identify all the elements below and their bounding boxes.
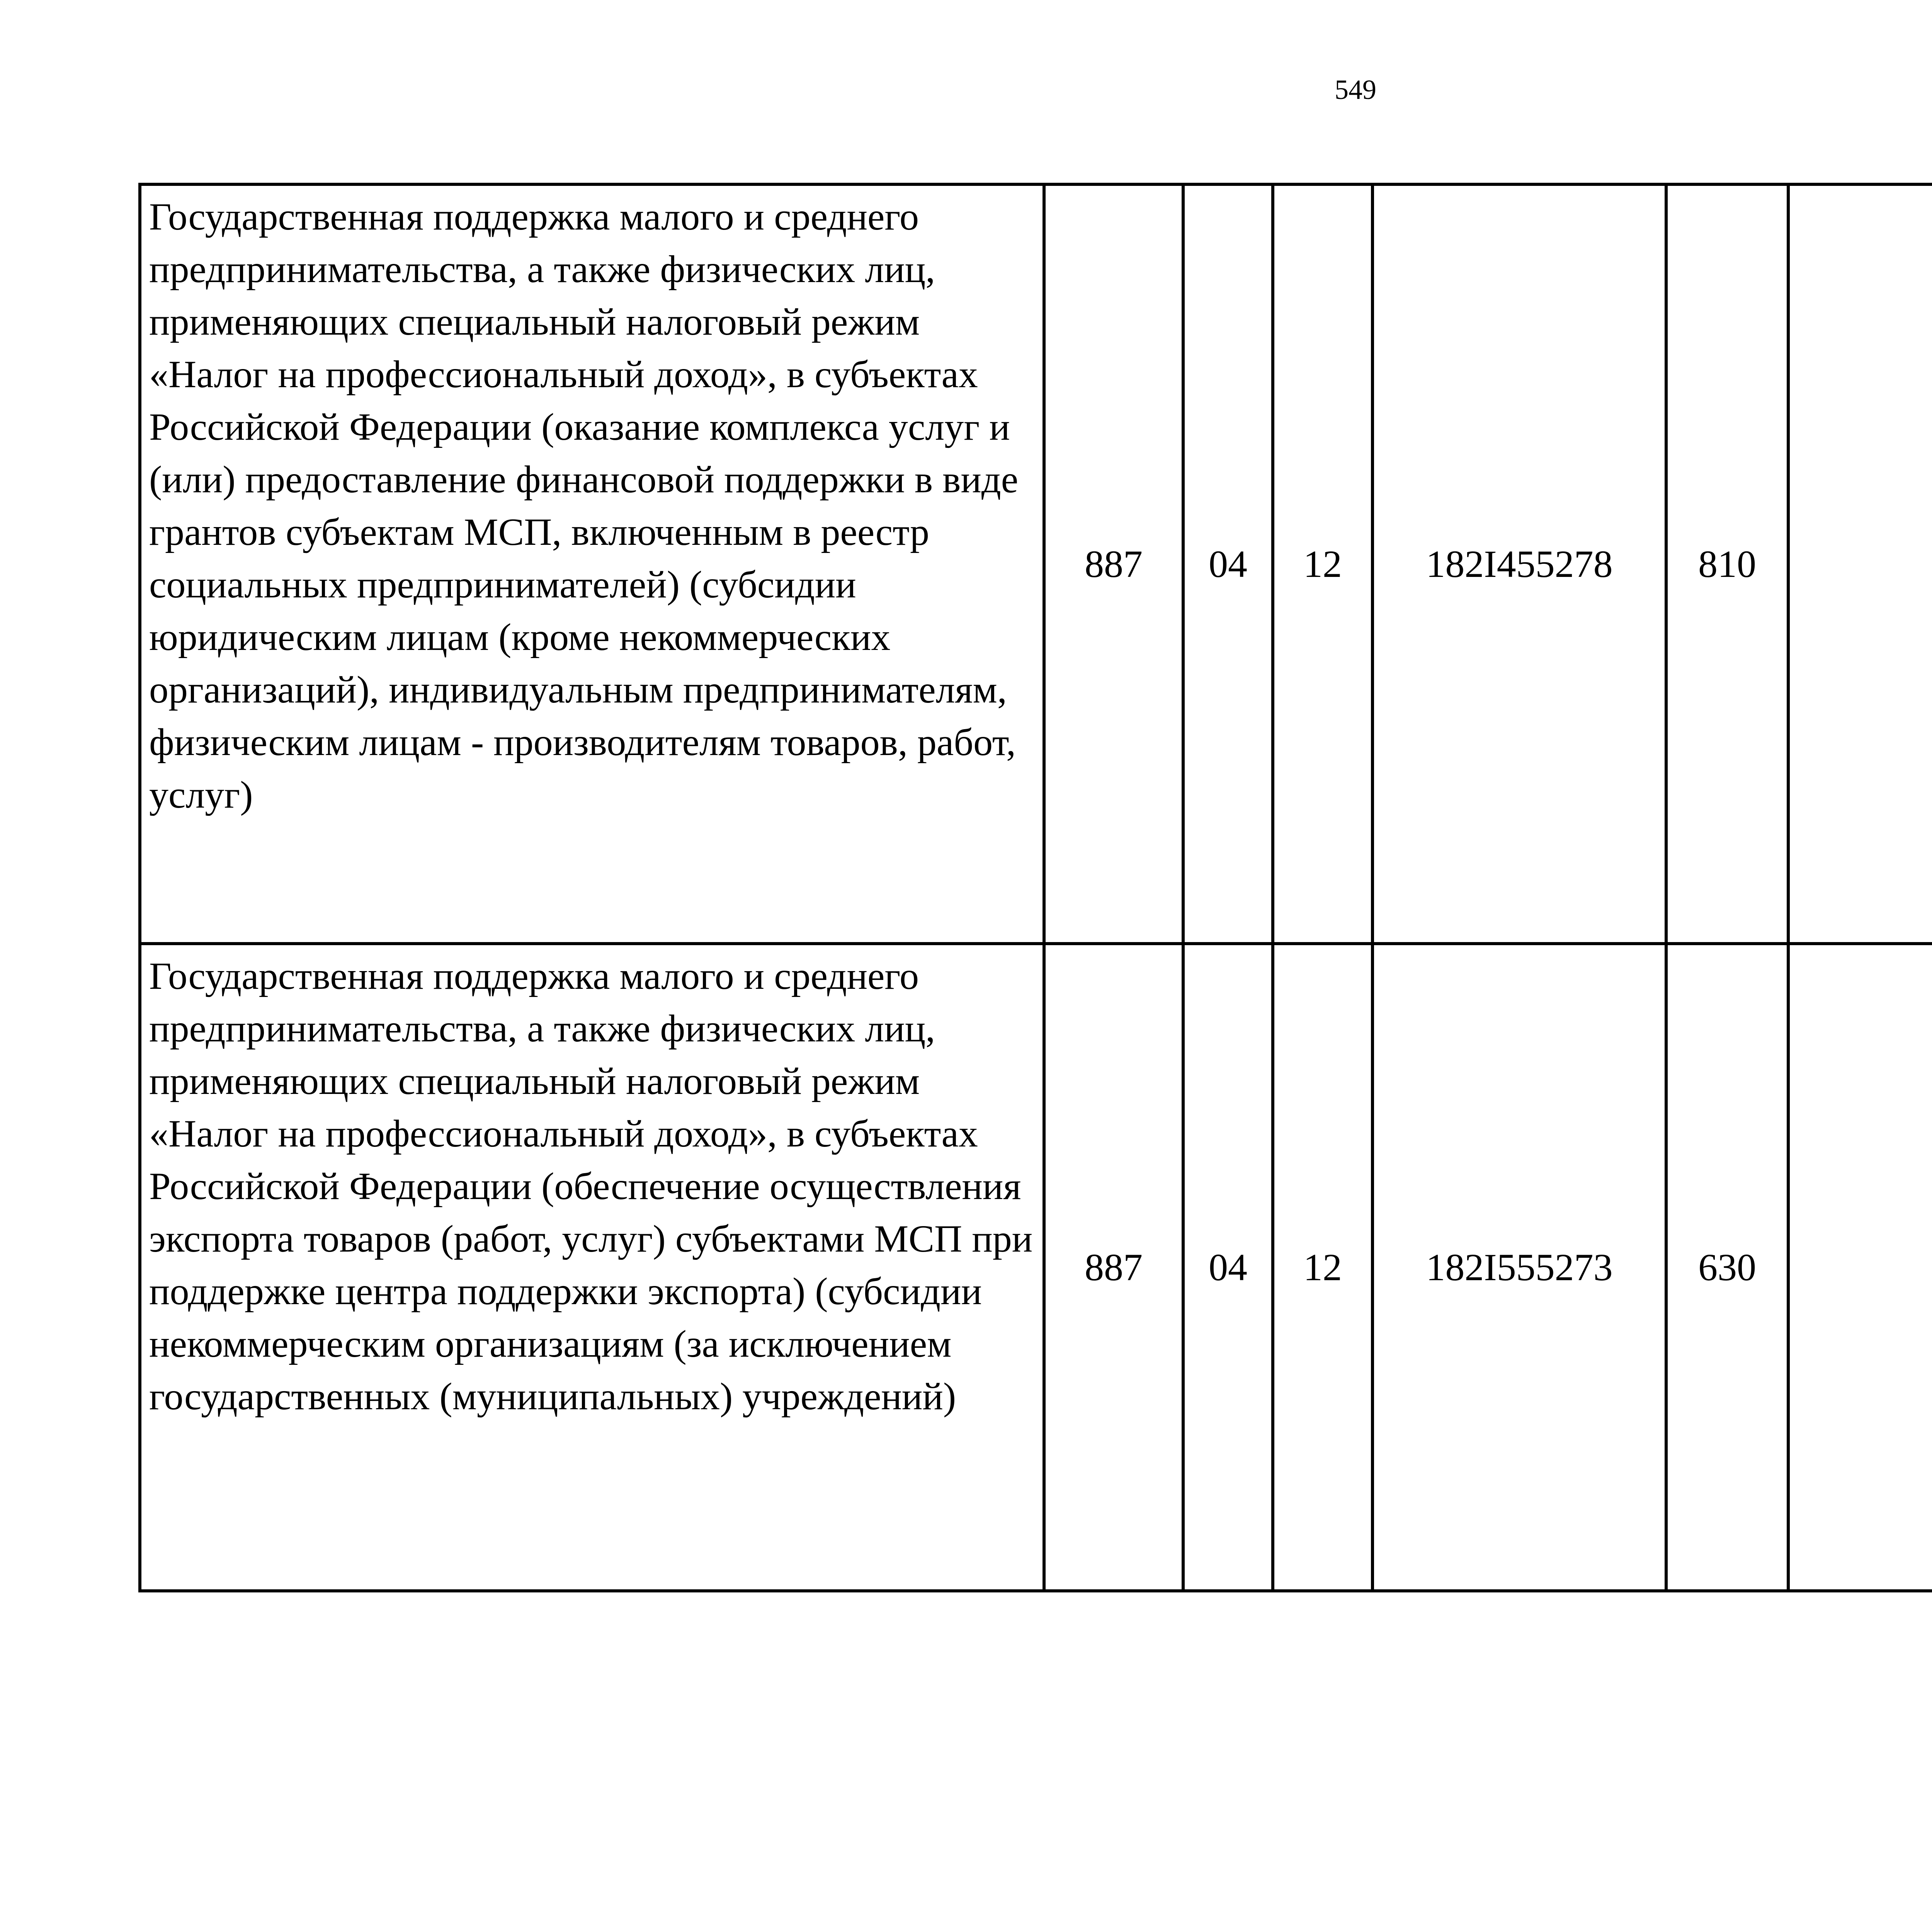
target-article-code: 182I455278 <box>1372 184 1666 944</box>
expense-type-code: 810 <box>1666 184 1788 944</box>
table-row <box>140 184 1932 944</box>
ministry-code: 887 <box>1044 944 1183 1591</box>
row-description: Государственная поддержка малого и среднего предпринимательства, а также физических лиц, применяющих специальный налоговый режим «Налог на профессиональный доход», в субъектах Российской Федерации (оказание комплекса услуг и (или) предоставление финансовой поддержки в виде грантов субъектам МСП, включенным в реестр социальных предпринимателей) (субсидии юридическим лицам (кроме некоммерческих организаций), индивидуальным предпринимателям, физическим лицам - производителям товаров, работ, услуг) <box>140 184 1044 944</box>
expense-type-code: 630 <box>1666 944 1788 1591</box>
row-description: Государственная поддержка малого и среднего предпринимательства, а также физических лиц, применяющих специальный налоговый режим «Налог на профессиональный доход», в субъектах Российской Федерации (обеспечение осуществления экспорта товаров (работ, услуг) субъектами МСП при поддержке центра поддержки экспорта) (субсидии некоммерческим организациям (за исключением государственных (муниципальных) учреждений) <box>140 944 1044 1591</box>
section-code: 04 <box>1183 944 1273 1591</box>
section-code: 04 <box>1183 184 1273 944</box>
amount-year-1 <box>1788 944 1932 1591</box>
amount-year-1 <box>1788 184 1932 944</box>
page-number: 549 <box>1335 74 1376 105</box>
budget-table <box>138 183 1932 1592</box>
subsection-code: 12 <box>1273 184 1372 944</box>
subsection-code: 12 <box>1273 944 1372 1591</box>
table-row <box>140 944 1932 1591</box>
target-article-code: 182I555273 <box>1372 944 1666 1591</box>
ministry-code: 887 <box>1044 184 1183 944</box>
